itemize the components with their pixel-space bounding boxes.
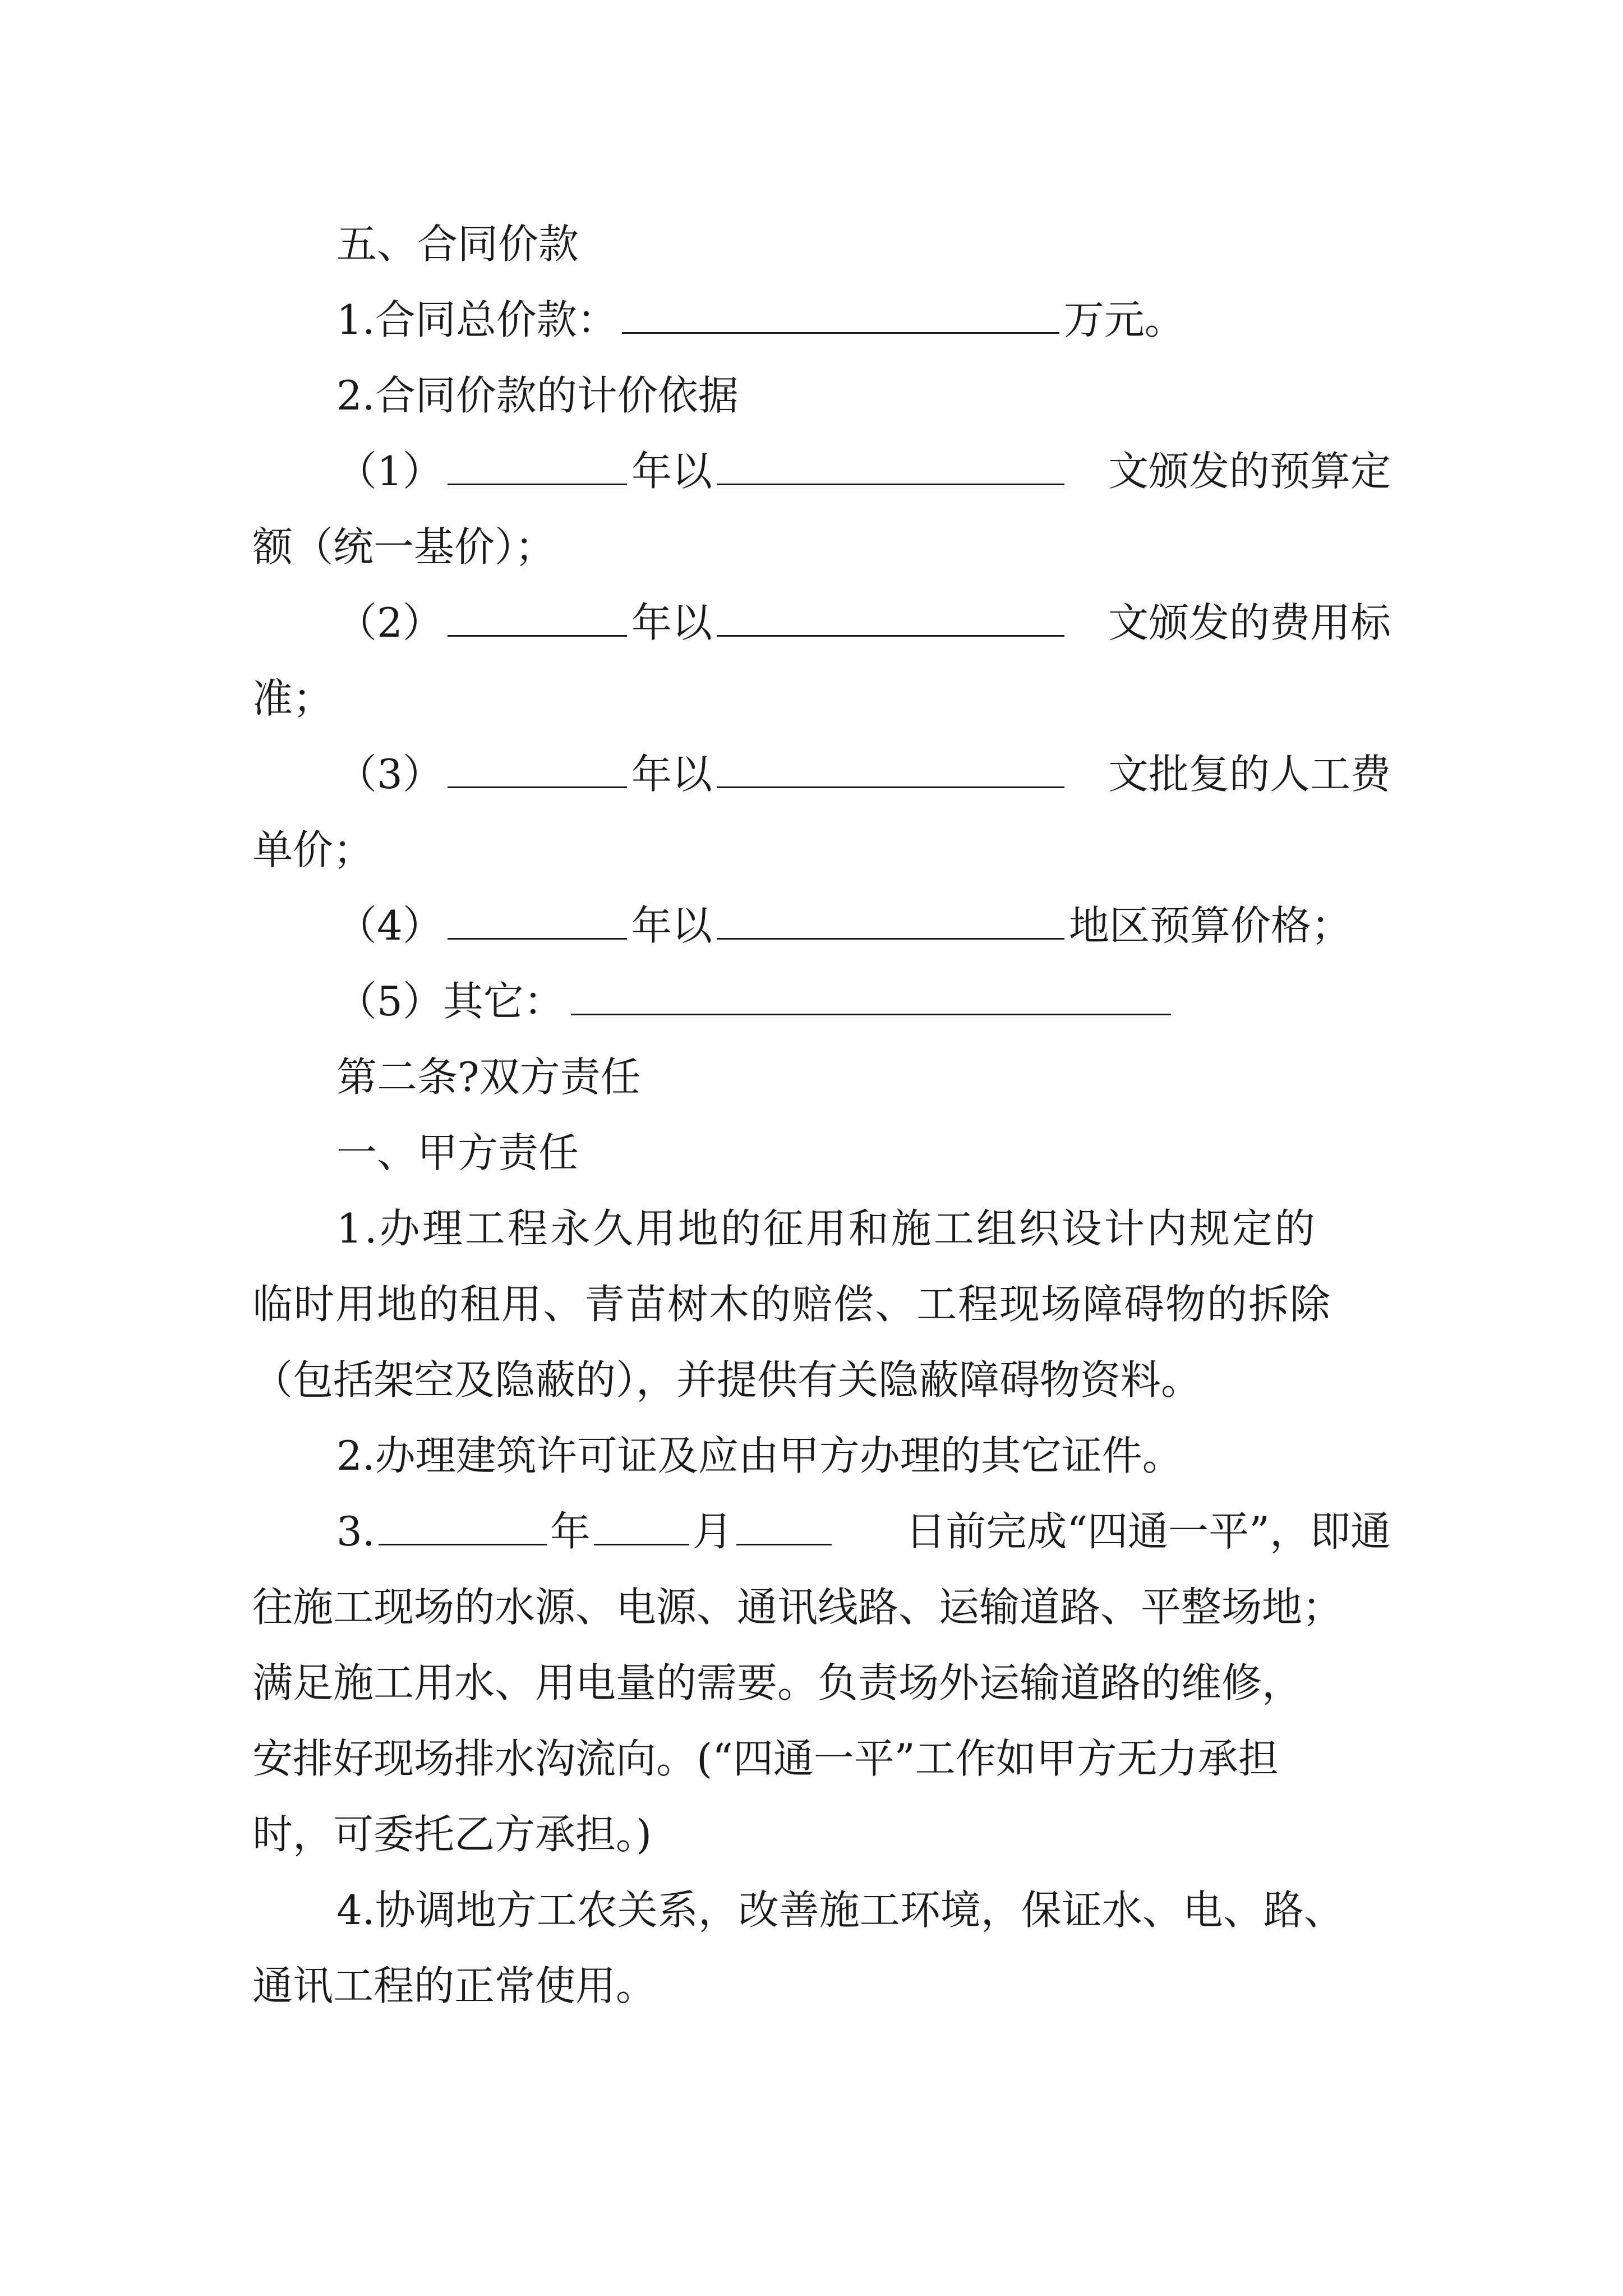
duty-4-line-1	[336, 1882, 1391, 1938]
duty-3-line-5	[252, 1806, 1391, 1862]
duty-3-line-3	[252, 1655, 1391, 1711]
duty-4-line-2	[252, 1958, 1391, 2014]
text: 安排好现场排水沟流向。(“四通一平”工作如甲方无力承担	[252, 1735, 1279, 1782]
text: （4）	[336, 902, 443, 949]
blank-doc-4[interactable]	[717, 902, 1064, 940]
item-5-line	[336, 973, 1391, 1029]
text: （5）其它：	[336, 978, 564, 1025]
text: 单价；	[252, 826, 374, 873]
blank-other[interactable]	[571, 978, 1171, 1015]
text: 准；	[252, 675, 334, 722]
duty-1-line-3	[252, 1352, 1391, 1408]
text: （2） 年以	[336, 595, 1069, 651]
text: 1.办理工程永久用地的征用和施工组织设计内规定的	[336, 1205, 1317, 1252]
blank-day-d3[interactable]	[736, 1508, 832, 1545]
text: 文颁发的预算定	[1108, 448, 1391, 495]
text: 2.办理建筑许可证及应由甲方办理的其它证件。	[336, 1432, 1183, 1479]
blank-year-4[interactable]	[448, 902, 627, 940]
blank-month-d3[interactable]	[594, 1508, 689, 1545]
article-2-heading	[336, 1049, 1391, 1105]
item-1-continuation	[252, 519, 1391, 575]
text: 临时用地的租用、青苗树木的赔偿、工程现场障碍物的拆除	[252, 1281, 1332, 1328]
party-a-heading	[336, 1125, 1391, 1181]
text: （1） 年以	[336, 443, 1069, 499]
item-2-line	[336, 595, 1391, 651]
text: 额（统一基价）；	[252, 523, 556, 570]
blank-doc-3[interactable]	[717, 751, 1064, 788]
text: 通讯工程的正常使用。	[252, 1962, 657, 2009]
blank-total-price[interactable]	[622, 296, 1059, 334]
text: 一、甲方责任	[336, 1129, 579, 1176]
text: 五、合同价款	[336, 220, 579, 268]
duty-2-line	[336, 1428, 1391, 1484]
text: 地区预算价格；	[1068, 902, 1352, 949]
text: 第二条?双方责任	[336, 1053, 641, 1101]
text: 3. 年 月	[336, 1503, 835, 1559]
clause-total-price	[336, 292, 1391, 348]
duty-3-line-4	[252, 1731, 1391, 1787]
text: 满足施工用水、用电量的需要。负责场外运输道路的维修，	[252, 1659, 1303, 1706]
text: （3） 年以	[336, 746, 1069, 802]
text: （包括架空及隐蔽的），并提供有关隐蔽障碍物资料。	[252, 1356, 1202, 1404]
text: 时，可委托乙方承担。)	[252, 1811, 652, 1858]
text: 4.协调地方工农关系，改善施工环境，保证水、电、路、	[336, 1887, 1344, 1934]
duty-3-line-2	[252, 1579, 1391, 1635]
text: 日前完成“四通一平”，即通	[905, 1508, 1391, 1555]
blank-doc-2[interactable]	[717, 599, 1064, 637]
text: 年以	[631, 902, 712, 949]
item-3-continuation	[252, 822, 1391, 878]
blank-year-2[interactable]	[448, 599, 627, 637]
duty-1-line-1	[336, 1200, 1391, 1257]
text: 文批复的人工费	[1108, 751, 1391, 798]
text: 往施工现场的水源、电源、通讯线路、运输道路、平整场地；	[252, 1584, 1343, 1631]
item-3-line	[336, 746, 1391, 802]
duty-1-line-2	[252, 1276, 1391, 1332]
text: 2.合同价款的计价依据	[336, 372, 739, 419]
item-1-line	[336, 443, 1391, 499]
blank-doc-1[interactable]	[717, 448, 1064, 485]
text: 文颁发的费用标	[1108, 599, 1391, 646]
duty-3-line-1	[336, 1503, 1391, 1559]
item-2-continuation	[252, 670, 1391, 726]
text: 1.合同总价款：	[336, 296, 617, 343]
item-4-line	[336, 898, 1391, 954]
clause-pricing-basis	[336, 367, 1391, 424]
blank-year-d3[interactable]	[379, 1508, 547, 1545]
section-heading-contract-price	[336, 216, 1391, 272]
text: 万元。	[1063, 296, 1185, 343]
blank-year-1[interactable]	[448, 448, 627, 485]
blank-year-3[interactable]	[448, 751, 627, 788]
